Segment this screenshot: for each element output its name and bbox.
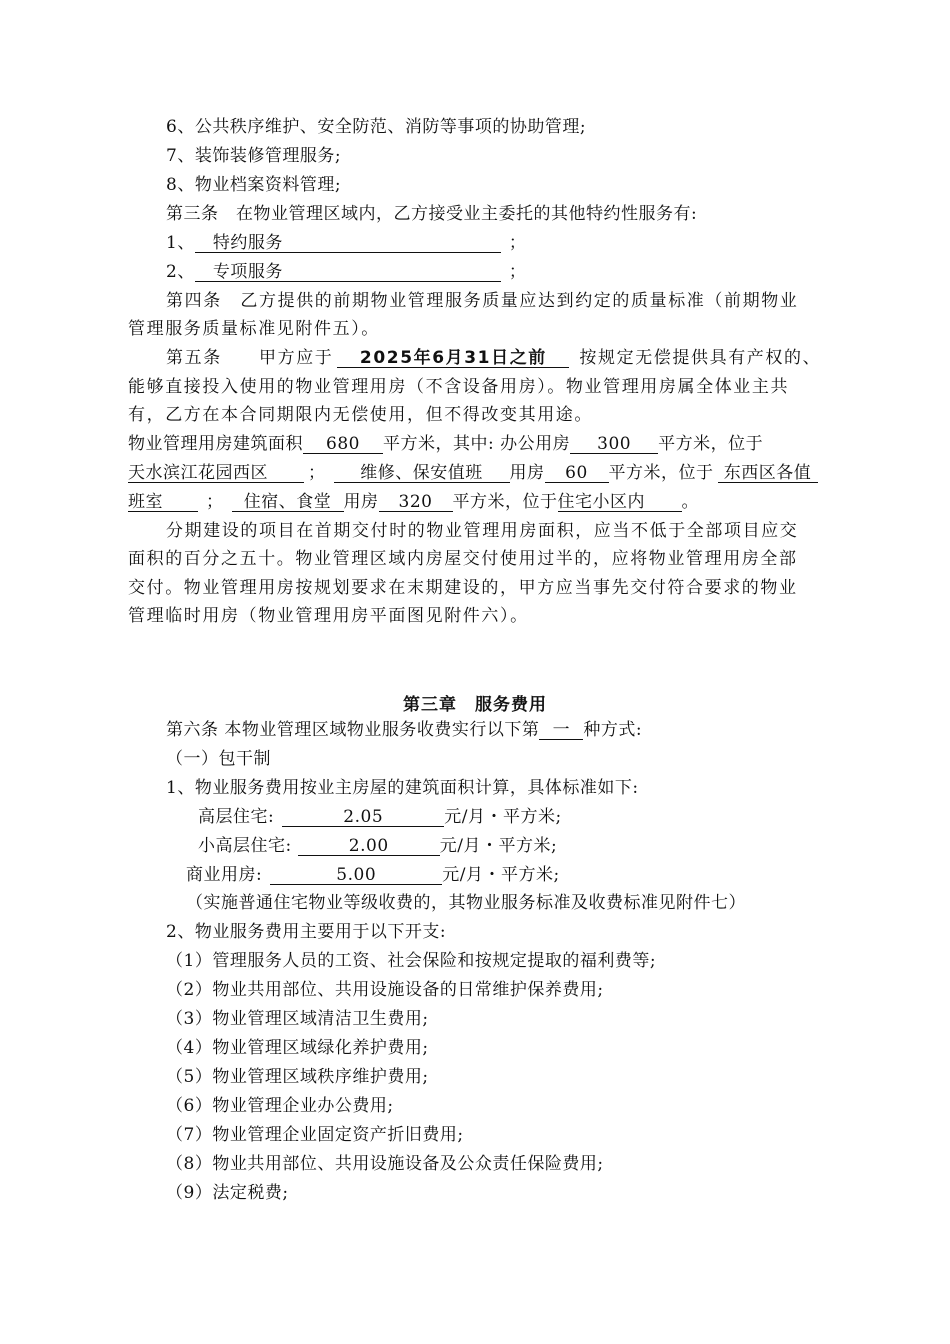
punctuation: ； xyxy=(206,492,224,512)
use-item: （3）物业管理区域清洁卫生费用; xyxy=(166,1009,429,1029)
special-item-field xyxy=(195,263,501,282)
phased-para-line-2: 面积的百分之五十。物业管理区域内房屋交付使用过半的，应将物业管理用房全部 xyxy=(128,549,798,569)
phased-para-line-4: 管理临时用房（物业管理用房平面图见附件六）。 xyxy=(128,606,529,626)
label: 平方米，其中: 办公用房 xyxy=(383,434,571,454)
office-area: 300 xyxy=(570,435,658,454)
use-item: （7）物业管理企业固定资产折旧费用; xyxy=(166,1125,464,1145)
label: 第六条 本物业管理区域物业服务收费实行以下第 xyxy=(166,720,540,740)
dorm-use: 住宿、食堂 xyxy=(232,493,344,512)
special-service-value: 特约服务 xyxy=(212,233,283,253)
use-item: （1）管理服务人员的工资、社会保险和按规定提取的福利费等; xyxy=(166,951,657,971)
item-6: 6、公共秩序维护、安全防范、消防等事项的协助管理; xyxy=(166,117,587,137)
punctuation: ； xyxy=(508,233,527,253)
chapter-title: 第三章 服务费用 xyxy=(403,695,547,715)
fee-row-commercial xyxy=(186,864,560,886)
special-service-field xyxy=(195,234,501,253)
fee-label: 高层住宅: xyxy=(198,807,275,827)
punctuation: ； xyxy=(508,262,527,282)
use-item: （8）物业共用部位、共用设施设备及公众责任保险费用; xyxy=(166,1154,604,1174)
fee-row-midrise xyxy=(198,835,557,857)
maintenance-location: 东西区各值 xyxy=(718,464,818,483)
dorm-area: 320 xyxy=(379,493,453,512)
item-number: 2、 xyxy=(166,262,195,282)
use-intro: 2、物业服务费用主要用于以下开支: xyxy=(166,922,447,942)
label: 用房 xyxy=(509,463,545,483)
use-item: （6）物业管理企业办公费用; xyxy=(166,1096,394,1116)
fee-value: 2.00 xyxy=(298,837,440,856)
total-area: 680 xyxy=(303,435,383,454)
article-3-item-1 xyxy=(166,232,526,254)
label: 种方式: xyxy=(583,720,643,740)
article-3-text: 第三条 在物业管理区域内，乙方接受业主委托的其他特约性服务有: xyxy=(166,204,698,224)
maintenance-area: 60 xyxy=(545,464,609,483)
item-number: 1、 xyxy=(166,233,195,253)
article-5-tail: 按规定无偿提供具有产权的、 xyxy=(579,348,822,368)
fee-row-highrise xyxy=(198,806,562,828)
dorm-location: 住宅小区内 xyxy=(558,493,682,512)
label: 用房 xyxy=(343,492,379,512)
article-5-line-1 xyxy=(166,347,821,369)
use-item: （4）物业管理区域绿化养护费用; xyxy=(166,1038,429,1058)
use-item: （9）法定税费; xyxy=(166,1183,289,1203)
item-7: 7、装饰装修管理服务; xyxy=(166,146,342,166)
fee-unit: 元/月・平方米; xyxy=(442,865,560,885)
phased-para-line-3: 交付。物业管理用房按规划要求在末期建设的，甲方应当事先交付符合要求的物业 xyxy=(128,578,798,598)
fee-intro: 1、物业服务费用按业主房屋的建筑面积计算，具体标准如下: xyxy=(166,778,639,798)
article-3-item-2 xyxy=(166,261,526,283)
fee-unit: 元/月・平方米; xyxy=(444,807,562,827)
charge-mode: （一）包干制 xyxy=(166,749,271,769)
fee-value: 2.05 xyxy=(282,808,444,827)
punctuation: ； xyxy=(308,463,326,483)
use-item: （5）物业管理区域秩序维护费用; xyxy=(166,1067,429,1087)
fee-label: 小高层住宅: xyxy=(198,836,292,856)
fee-unit: 元/月・平方米; xyxy=(439,836,558,856)
fee-label: 商业用房: xyxy=(186,865,263,885)
fee-note: （实施普通住宅物业等级收费的，其物业服务标准及收费标准见附件七） xyxy=(186,893,746,913)
article-6 xyxy=(166,719,642,741)
article-4-line-1: 第四条 乙方提供的前期物业管理服务质量应达到约定的质量标准（前期物业 xyxy=(166,291,799,311)
phased-para-line-1: 分期建设的项目在首期交付时的物业管理用房面积，应当不低于全部项目应交 xyxy=(166,521,799,541)
use-item: （2）物业共用部位、共用设施设备的日常维护保养费用; xyxy=(166,980,604,1000)
fee-value: 5.00 xyxy=(270,866,442,885)
article-5-line-6 xyxy=(128,491,699,513)
label: 平方米，位于 xyxy=(608,463,714,483)
article-5-line-4 xyxy=(128,433,763,455)
special-item-value: 专项服务 xyxy=(212,262,283,282)
label: 物业管理用房建筑面积 xyxy=(128,434,303,454)
punctuation: 。 xyxy=(681,492,699,512)
maintenance-use: 维修、保安值班 xyxy=(334,464,510,483)
article-4-line-2: 管理服务质量标准见附件五）。 xyxy=(128,319,380,339)
article-5-line-2: 能够直接投入使用的物业管理用房（不含设备用房）。物业管理用房属全体业主共 xyxy=(128,377,790,397)
office-location: 天水滨江花园西区 xyxy=(128,464,304,483)
charge-mode-choice: 一 xyxy=(539,721,583,740)
label: 平方米，位于 xyxy=(658,434,764,454)
article-5-lead: 第五条 甲方应于 xyxy=(166,348,334,368)
label: 平方米，位于 xyxy=(452,492,558,512)
handover-date: 2025年6月31日之前 xyxy=(337,349,569,368)
maintenance-location-cont: 班室 xyxy=(128,493,198,512)
article-5-line-5 xyxy=(128,462,818,484)
item-8: 8、物业档案资料管理; xyxy=(166,175,342,195)
article-5-line-3: 有，乙方在本合同期限内无偿使用，但不得改变其用途。 xyxy=(128,405,593,425)
